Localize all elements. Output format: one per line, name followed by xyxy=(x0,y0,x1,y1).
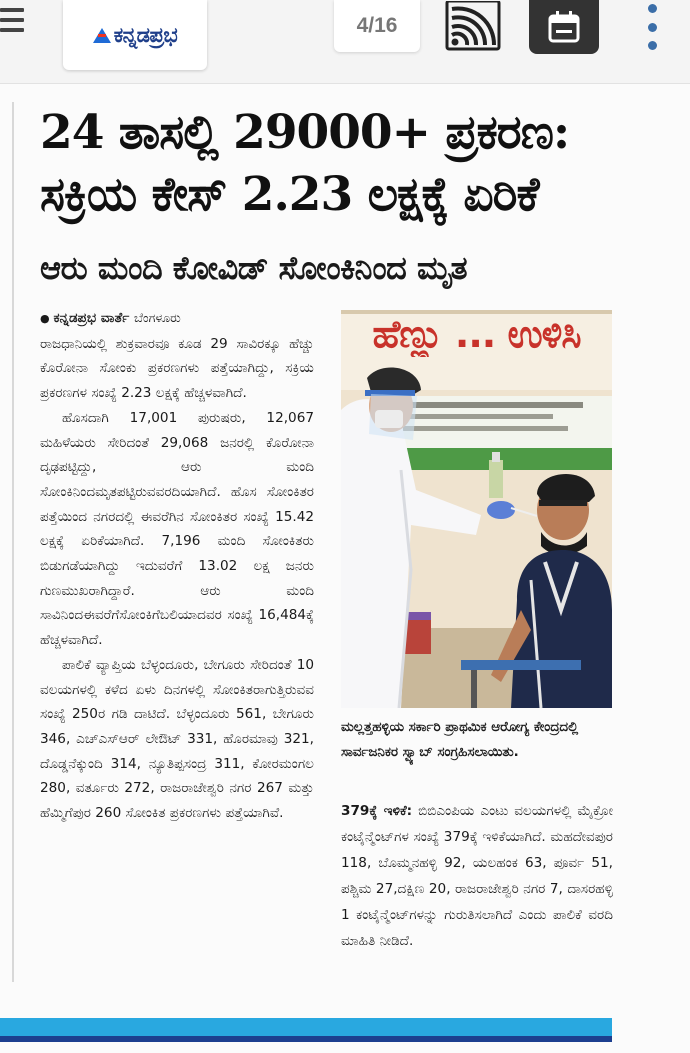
headline xyxy=(40,102,620,226)
sidebar-text: ಬಿಬಿಎಂಪಿಯ ಎಂಟು ವಲಯಗಳಲ್ಲಿ ಮೈಕ್ರೋ ಕಂಟೈನ್ಮೆಂಟ್‌ಗಳ ಸಂಖ್ಯೆ 379ಕ್ಕೆ ಇಳಿಕೆಯಾಗಿದೆ. ಮಹದೇವಪುರ 118, ಬೊಮ್ಮನಹಳ್ಳಿ 92, ಯಲಹಂಕ 63, ಪೂರ್ವ 51, ಪಶ್ಚಿಮ 27,ದಕ್ಷಿಣ 20, ರಾಜರಾಜೇಶ್ವರಿ ನಗರ 7, ದಾಸರಹಳ್ಳಿ 1 ಕಂಟೈನ್ಮೆಂಟ್‌ಗಳನ್ನು ಗುರುತಿಸಲಾಗಿದೆ ಎಂದು ಪಾಲಿಕೆ ವರದಿ ಮಾಹಿತಿ ನೀಡಿದೆ. xyxy=(341,803,613,949)
photo-banner-text: ಹೆಣ್ಣು ... ಉಳಿಸಿ xyxy=(372,312,581,356)
article-paragraph-3: ಪಾಲಿಕೆ ವ್ಯಾಪ್ತಿಯ ಬೆಳ್ಳಂದೂರು, ಬೇಗೂರು ಸೇರಿದಂತೆ 10 ವಲಯಗಳಲ್ಲಿ ಕಳೆದ ಏಳು ದಿನಗಳಲ್ಲಿ ಸೋಂಕಿತರಾಗುತ್ತಿರುವವ ಸಂಖ್ಯೆ 250ರ ಗಡಿ ದಾಟಿದೆ. ಬೆಳ್ಳಂದೂರು 561, ಬೇಗೂರು 346, ಎಚ್‌ಎಸ್‌ಆರ್ ಲೇಔಟ್ 331, ಹೊರಮಾವು 321, ದೊಡ್ಡನೆಕ್ಕುಂದಿ 314, ನ್ಯೂತಿಪ್ಪಸಂದ್ರ 311, ಕೋರಮಂಗಲ 280, ವರ್ತೂರು 272, ರಾಜರಾಜೇಶ್ವರಿ ನಗರ 267 ಮತ್ತು ಹೆಮ್ಮಿಗೆಪುರ 260 ಸೋಂಕಿತ ಪ್ರಕರಣಗಳು ಪತ್ತೆಯಾಗಿವೆ. xyxy=(40,656,314,822)
page-counter[interactable]: 4/16 xyxy=(334,0,420,52)
next-article-accent-bar-dark xyxy=(0,1036,612,1042)
newspaper-page xyxy=(0,84,690,1053)
menu-icon[interactable] xyxy=(0,8,26,38)
next-article-accent-bar xyxy=(0,1018,612,1036)
headline-line-1: 24 ತಾಸಲ್ಲಿ 29000+ ಪ್ರಕರಣ: xyxy=(40,105,570,160)
calendar-button[interactable] xyxy=(529,0,599,54)
article-photo[interactable] xyxy=(341,310,612,708)
byline xyxy=(40,306,314,332)
article-paragraph-1: ರಾಜಧಾನಿಯಲ್ಲಿ ಶುಕ್ರವಾರವೂ ಕೂಡ 29 ಸಾವಿರಕ್ಕೂ ಹೆಚ್ಚು ಕೊರೋನಾ ಸೋಂಕು ಪ್ರಕರಣಗಳು ಪತ್ತೆಯಾಗಿದ್ದು, ಸಕ್ರಿಯ ಪ್ರಕರಣಗಳ ಸಂಖ್ಯೆ 2.23 ಲಕ್ಷಕ್ಕೆ ಹೆಚ್ಚಳವಾಗಿದೆ. xyxy=(40,335,314,402)
rss-icon[interactable] xyxy=(440,0,506,52)
article-paragraph-2: ಹೊಸದಾಗಿ 17,001 ಪುರುಷರು, 12,067 ಮಹಿಳೆಯರು ಸೇರಿದಂತೆ 29,068 ಜನರಲ್ಲಿ ಕೊರೋನಾ ದೃಢಪಟ್ಟಿದ್ದು, ಆರು ಮಂದಿ ಸೋಂಕಿನಿಂದಮೃತಪಟ್ಟಿರುವವರದಿಯಾಗಿದೆ. ಹೊಸ ಸೋಂಕಿತರ ಪತ್ತೆಯಿಂದ ನಗರದಲ್ಲಿ ಈವರೆಗಿನ ಸೋಂಕಿತರ ಸಂಖ್ಯೆ 15.42 ಲಕ್ಷಕ್ಕೆ ಏರಿಕೆಯಾಗಿದೆ. 7,196 ಮಂದಿ ಸೋಂಕಿತರು ಬಿಡುಗಡೆಯಾಗಿದ್ದು ಇದುವರೆಗೆ 13.02 ಲಕ್ಷ ಜನರು ಗುಣಮುಖರಾಗಿದ್ದಾರೆ. ಆರು ಮಂದಿ ಸಾವಿನಿಂದಈವರೆಗೆಸೋಂಕಿಗೆಬಲಿಯಾದವರ ಸಂಖ್ಯೆ 16,484ಕ್ಕೆ ಹೆಚ್ಚಳವಾಗಿದೆ. xyxy=(40,409,314,649)
article-body-left-column xyxy=(40,306,314,826)
photo-caption: ಮಲ್ಲತ್ತಹಳ್ಳಿಯ ಸರ್ಕಾರಿ ಪ್ರಾಥಮಿಕ ಆರೋಗ್ಯ ಕೇಂದ್ರದಲ್ಲಿ ಸಾರ್ವಜನಿಕರ ಸ್ವ್ಯಾಬ್ ಸಂಗ್ರಹಿಸಲಾಯಿತು. xyxy=(341,720,579,760)
headline-line-2: ಸಕ್ರಿಯ ಕೇಸ್ 2.23 ಲಕ್ಷಕ್ಕೆ ಏರಿಕೆ xyxy=(40,167,539,222)
byline-source: ಕನ್ನಡಪ್ರಭ ವಾರ್ತೆ xyxy=(53,310,130,326)
logo-mark-icon xyxy=(93,28,111,43)
top-app-bar xyxy=(0,0,690,84)
calendar-icon xyxy=(547,10,581,44)
bullet-icon: ● xyxy=(40,312,54,325)
byline-place: ಬೆಂಗಳೂರು xyxy=(134,310,181,325)
logo-text: ಕನ್ನಡಪ್ರಭ xyxy=(113,22,178,47)
sidebar-story xyxy=(341,798,613,954)
more-vertical-icon[interactable] xyxy=(640,4,664,50)
sidebar-lead: 379ಕ್ಕೆ ಇಳಿಕೆ: xyxy=(341,803,413,819)
subheadline: ಆರು ಮಂದಿ ಕೋವಿಡ್ ಸೋಂಕಿನಿಂದ ಮೃತ xyxy=(40,249,468,287)
publication-logo-button[interactable] xyxy=(63,0,207,70)
page-edge-divider xyxy=(12,102,14,982)
